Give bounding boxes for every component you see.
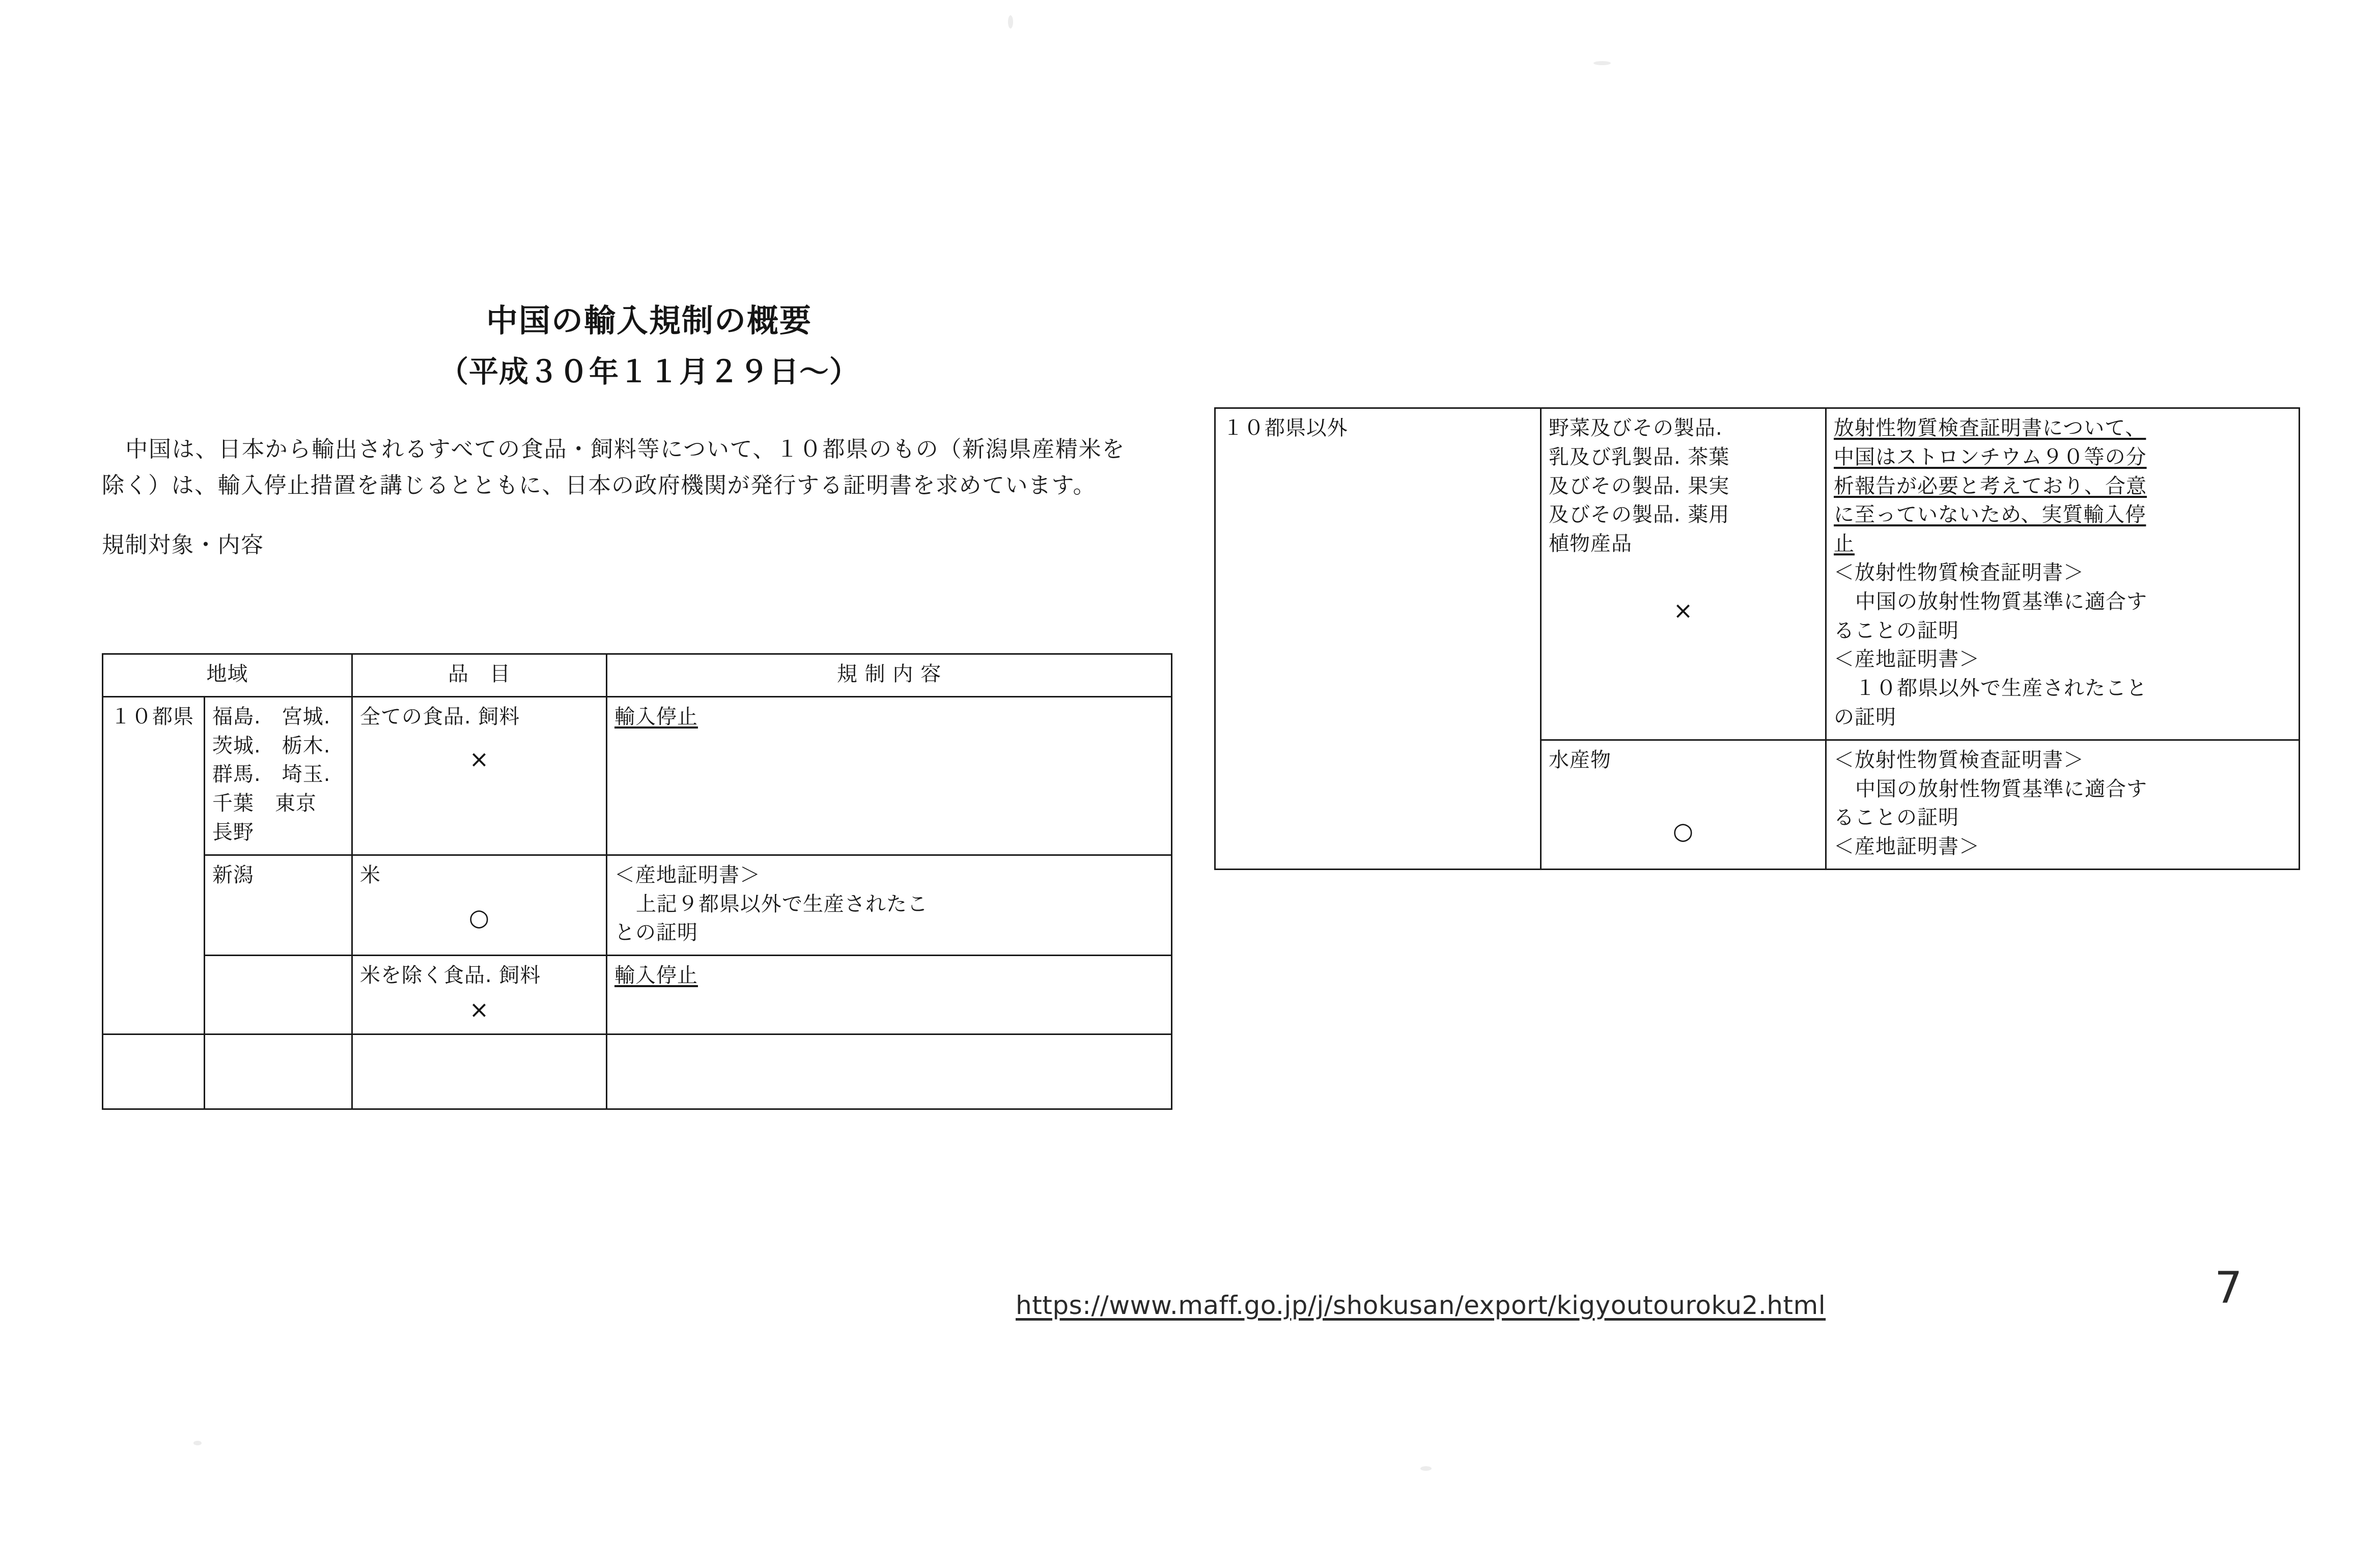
prefecture-line: 長野: [212, 820, 254, 844]
cell-region-sub-empty: [205, 956, 352, 1034]
cell-cutoff: [205, 1034, 352, 1109]
table-row: [103, 855, 1172, 955]
prefecture-line: 茨城. 栃木.: [212, 734, 331, 758]
item-line: 植物産品: [1549, 532, 1632, 556]
table-row: [103, 696, 1172, 855]
cell-region-sub-prefectures: [205, 696, 352, 855]
header-content: 規 制 内 容: [607, 654, 1172, 697]
cell-region: １０都県以外: [1215, 408, 1541, 870]
left-column: [102, 295, 1181, 559]
china-regulation-table-right: [1214, 407, 2300, 870]
content-line: ＜放射性物質検査証明書＞: [1834, 561, 2084, 584]
scan-speck: [193, 1441, 202, 1445]
prefecture-line: 千葉 東京: [212, 792, 317, 816]
cell-item: [352, 956, 607, 1034]
cell-item: [352, 696, 607, 855]
table-header-row: [103, 654, 1172, 697]
content-line-underlined: 中国はストロンチウム９０等の分: [1834, 445, 2147, 469]
cell-content: [1826, 408, 2300, 740]
content-line: ＜産地証明書＞: [614, 863, 761, 887]
restriction-mark: ×: [1673, 596, 1694, 624]
right-table-container: [1214, 407, 2309, 870]
item-text: 全ての食品. 飼料: [360, 705, 520, 729]
cell-content: [607, 956, 1172, 1034]
content-line: 中国の放射性物質基準に適合す: [1855, 590, 2147, 613]
content-line: 輸入停止: [614, 705, 698, 729]
header-item: 品 目: [352, 654, 607, 697]
table-row: [1215, 408, 2300, 740]
content-line-underlined: に至っていないため、実質輸入停: [1834, 503, 2146, 527]
left-table-container: [102, 653, 1181, 1111]
item-text: 米を除く食品. 飼料: [360, 964, 541, 988]
item-line: 水産物: [1549, 748, 1611, 772]
content-line: 輸入停止: [614, 964, 698, 988]
restriction-mark: ○: [1672, 817, 1694, 845]
content-line: ることの証明: [1834, 619, 1959, 642]
item-line: 及びその製品. 薬用: [1549, 503, 1730, 527]
regulation-section-label: 規制対象・内容: [102, 532, 264, 558]
content-line: 中国の放射性物質基準に適合す: [1855, 777, 2147, 801]
cell-cutoff: [103, 1034, 205, 1109]
cell-item: [1541, 408, 1826, 740]
cell-content: [1826, 740, 2300, 869]
cell-content: [607, 696, 1172, 855]
cell-cutoff: [607, 1034, 1172, 1109]
table-row: [103, 956, 1172, 1034]
item-line: 乳及び乳製品. 茶葉: [1549, 445, 1730, 469]
content-line: ることの証明: [1834, 806, 1959, 830]
page-number: 7: [2215, 1263, 2243, 1313]
table-row-cut-off: [103, 1034, 1172, 1109]
content-line-underlined: 止: [1834, 532, 1855, 556]
content-line: １０都県以外で生産されたこと: [1855, 677, 2147, 701]
header-region: 地域: [103, 654, 352, 697]
content-line-underlined: 放射性物質検査証明書について、: [1834, 416, 2146, 440]
page-subtitle: （平成３０年１１月２９日～）: [438, 354, 859, 389]
item-line: 野菜及びその製品.: [1549, 416, 1723, 440]
cell-content: [607, 855, 1172, 955]
prefecture-line: 群馬. 埼玉.: [212, 763, 331, 787]
page-title: 中国の輸入規制の概要: [486, 302, 812, 339]
scan-speck: [1420, 1466, 1432, 1471]
cell-item: [1541, 740, 1826, 869]
intro-text: 中国は、日本から輸出されるすべての食品・飼料等について、１０都県のもの（新潟県産精米を除く）は、輸入停止措置を講じるとともに、日本の政府機関が発行する証明書を求めています。: [102, 436, 1125, 499]
cell-cutoff: [352, 1034, 607, 1109]
restriction-mark: ×: [469, 745, 490, 773]
cell-region-main: １０都県: [103, 696, 205, 1034]
item-text: 米: [360, 863, 381, 887]
prefecture-line: 福島. 宮城.: [212, 705, 331, 729]
item-line: 及びその製品. 果実: [1549, 474, 1730, 498]
cell-item: [352, 855, 607, 955]
content-line: との証明: [614, 921, 698, 945]
cell-region-sub-niigata: 新潟: [205, 855, 352, 955]
china-regulation-table-left: [102, 653, 1172, 1110]
content-line: ＜産地証明書＞: [1834, 648, 1980, 672]
content-line-underlined: 析報告が必要と考えており、合意: [1834, 474, 2147, 498]
content-line: ＜放射性物質検査証明書＞: [1834, 748, 2084, 772]
scan-speck: [1593, 61, 1611, 65]
restriction-mark: ○: [468, 903, 490, 931]
content-line: 上記９都県以外で生産されたこ: [636, 892, 928, 916]
source-url-link[interactable]: https://www.maff.go.jp/j/shokusan/export/kigyoutouroku2.html: [1016, 1291, 1826, 1320]
restriction-mark: ×: [469, 995, 490, 1023]
intro-paragraph: [102, 431, 1125, 504]
scan-speck: [1008, 15, 1013, 29]
content-line: の証明: [1834, 705, 1896, 729]
content-line: ＜産地証明書＞: [1834, 835, 1980, 859]
